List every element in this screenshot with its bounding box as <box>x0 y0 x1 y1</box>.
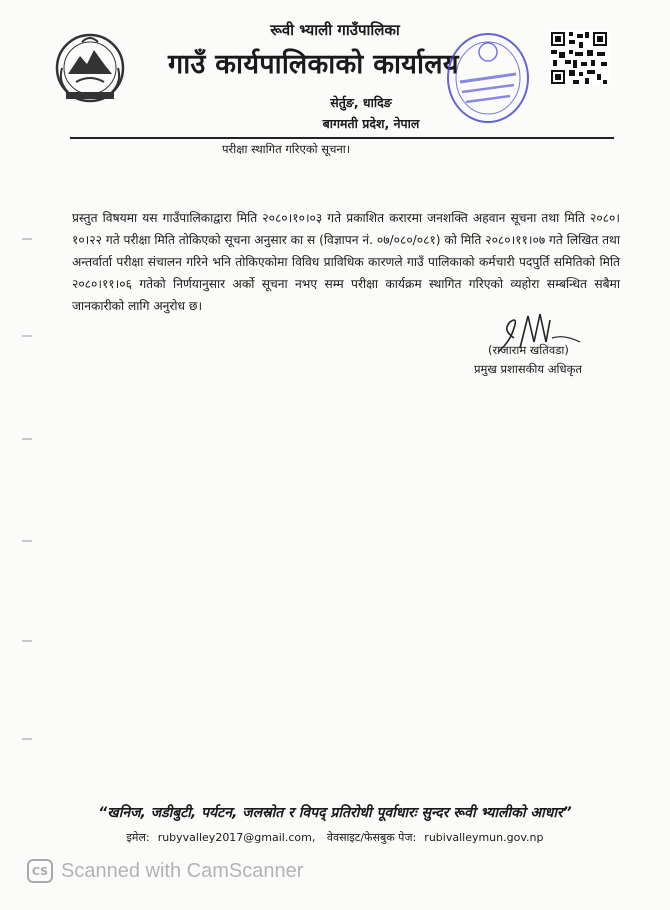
scan-mark <box>22 238 32 240</box>
scan-mark <box>22 438 32 440</box>
signatory-name: (राजाराम खतिवडा) <box>488 343 569 357</box>
email-label: इमेल: <box>126 831 150 844</box>
footer-contact <box>0 830 670 845</box>
footer-slogan: “खनिज, जडीबुटी, पर्यटन, जलस्रोत र विपद् प्रतिरोधी पूर्वाधारः सुन्दर रूवी भ्यालीको आधार” <box>98 805 572 821</box>
scan-mark <box>22 640 32 642</box>
watermark-text: Scanned with CamScanner <box>61 859 304 882</box>
camscanner-watermark <box>27 858 303 884</box>
header-divider <box>70 137 614 139</box>
notice-body: प्रस्तुत विषयमा यस गाउँपालिकाद्वारा मिति २०८०।१०।०३ गते प्रकाशित करारमा जनशक्ति अहवान सूचना तथा मिति २०८०।१०।२२ गते परीक्षा मिति तोकिएको सूचना अनुसार का स (विज्ञापन नं. ०७/०८०/०८१) को मिति २०८०।११।०७ गते लिखित तथा अन्तर्वार्ता परीक्षा संचालन गरिने भनि तोकिएकोमा विविध प्राविधिक कारणले गाउँ पालिकाको कर्मचारी पदपुर्ति समितिको मिति २०८०।११।०६ गतेको निर्णयानुसार अर्को सूचना नभए सम्म परीक्षा कार्यक्रम स्थागित गरिएको व्यहोरा सम्बन्धित सबैमा जानकारीको लागि अनुरोध छ। <box>72 211 620 313</box>
municipality-name: रूवी भ्याली गाउँपालिका <box>270 21 400 39</box>
email-address: rubyvalley2017@gmail.com, <box>157 831 316 844</box>
website-url: rubivalleymun.gov.np <box>424 831 544 844</box>
website-label: वेवसाइट/फेसबुक पेज: <box>326 831 417 844</box>
address-line-1: सेर्तुङ, धादिङ <box>330 95 392 110</box>
signatory-title: प्रमुख प्रशासकीय अधिकृत <box>474 362 582 376</box>
notice-subject: परीक्षा स्थागित गरिएको सूचना। <box>222 142 351 156</box>
scan-mark <box>22 540 32 542</box>
qr-code-icon <box>549 30 609 86</box>
office-title: गाउँ कार्यपालिकाको कार्यालय <box>168 49 459 80</box>
scan-mark <box>22 335 32 337</box>
address-line-2: बागमती प्रदेश, नेपाल <box>322 116 420 131</box>
scan-mark <box>22 738 32 740</box>
office-stamp-icon <box>444 30 532 126</box>
camscanner-logo-icon: CS <box>27 859 53 883</box>
